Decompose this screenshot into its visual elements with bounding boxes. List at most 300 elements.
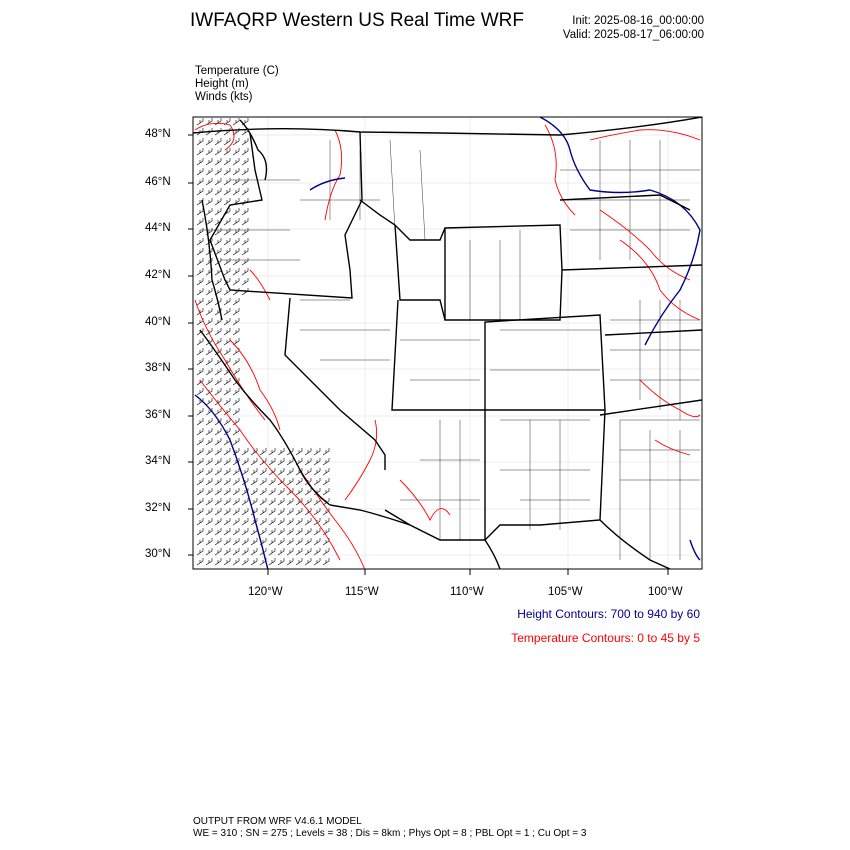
wind-barb xyxy=(296,518,302,525)
wind-barb xyxy=(242,148,248,155)
wind-barb xyxy=(224,518,230,525)
wind-barb xyxy=(197,458,203,465)
wind-barb xyxy=(251,528,257,535)
wind-barb xyxy=(296,538,302,545)
wind-barb xyxy=(242,168,248,175)
wind-barb xyxy=(242,548,248,555)
wind-barb xyxy=(206,498,212,505)
wind-barb xyxy=(224,268,230,275)
wind-barb xyxy=(206,398,212,405)
wind-barb xyxy=(215,338,221,345)
wind-barb xyxy=(305,538,311,545)
wind-barb xyxy=(215,238,221,245)
wind-barb xyxy=(305,548,311,555)
wind-barb xyxy=(233,488,239,495)
wind-barb xyxy=(233,358,239,365)
wind-barb xyxy=(224,418,230,425)
wind-barb xyxy=(242,248,248,255)
wind-barb xyxy=(197,498,203,505)
wind-barb xyxy=(224,188,230,195)
wind-barb xyxy=(233,328,239,335)
wind-barb xyxy=(260,498,266,505)
wind-barb xyxy=(305,498,311,505)
wind-barb xyxy=(233,158,239,165)
wind-barb xyxy=(206,448,212,455)
wind-barb xyxy=(224,388,230,395)
wind-barb xyxy=(215,328,221,335)
wind-barb xyxy=(224,318,230,325)
wind-barb xyxy=(215,558,221,565)
height-contours xyxy=(195,117,700,570)
wind-barbs xyxy=(197,118,329,565)
wind-barb xyxy=(206,428,212,435)
wind-barb xyxy=(224,138,230,145)
wind-barb xyxy=(215,398,221,405)
wind-barb xyxy=(224,348,230,355)
wind-barb xyxy=(314,448,320,455)
lat-label: 42°N xyxy=(145,269,171,281)
wind-barb xyxy=(296,478,302,485)
map-title: IWFAQRP Western US Real Time WRF xyxy=(190,10,524,31)
wind-barb xyxy=(269,458,275,465)
wind-barb xyxy=(278,528,284,535)
wind-barb xyxy=(296,488,302,495)
wind-barb xyxy=(215,208,221,215)
wind-barb xyxy=(260,528,266,535)
wind-barb xyxy=(224,448,230,455)
wind-barb xyxy=(242,278,248,285)
wind-barb xyxy=(242,218,248,225)
wind-barb xyxy=(242,528,248,535)
wind-barb xyxy=(287,478,293,485)
wind-barb xyxy=(305,488,311,495)
wind-barb xyxy=(197,538,203,545)
wind-barb xyxy=(215,448,221,455)
wind-barb xyxy=(224,538,230,545)
wind-barb xyxy=(206,188,212,195)
wind-barb xyxy=(197,378,203,385)
field-temperature: Temperature (C) xyxy=(195,65,279,77)
lat-label: 36°N xyxy=(145,409,171,421)
lat-label: 34°N xyxy=(145,455,171,467)
wind-barb xyxy=(287,518,293,525)
wind-barb xyxy=(233,478,239,485)
wind-barb xyxy=(260,448,266,455)
wind-barb xyxy=(215,538,221,545)
wind-barb xyxy=(224,398,230,405)
wind-barb xyxy=(197,208,203,215)
lat-label: 30°N xyxy=(145,548,171,560)
wind-barb xyxy=(269,538,275,545)
wind-barb xyxy=(305,528,311,535)
wind-barb xyxy=(215,408,221,415)
wind-barb xyxy=(197,158,203,165)
wind-barb xyxy=(233,288,239,295)
wind-barb xyxy=(224,308,230,315)
wind-barb xyxy=(206,528,212,535)
lat-label: 44°N xyxy=(145,222,171,234)
wind-barb xyxy=(206,378,212,385)
wind-barb xyxy=(233,428,239,435)
lat-label: 46°N xyxy=(145,176,171,188)
wind-barb xyxy=(224,528,230,535)
wind-barb xyxy=(296,558,302,565)
wind-barb xyxy=(314,528,320,535)
valid-time: Valid: 2025-08-17_06:00:00 xyxy=(562,29,704,41)
map-content xyxy=(193,117,702,570)
wind-barb xyxy=(323,488,329,495)
wind-barb xyxy=(197,418,203,425)
lon-label: 105°W xyxy=(548,586,583,598)
wind-barb xyxy=(224,328,230,335)
wind-barb xyxy=(197,218,203,225)
wind-barb xyxy=(224,488,230,495)
wind-barb xyxy=(233,248,239,255)
wind-barb xyxy=(323,468,329,475)
wind-barb xyxy=(215,428,221,435)
wind-barb xyxy=(314,458,320,465)
wind-barb xyxy=(305,448,311,455)
wind-barb xyxy=(215,378,221,385)
wind-barb xyxy=(197,388,203,395)
wind-barb xyxy=(233,438,239,445)
model-info-line2: WE = 310 ; SN = 275 ; Levels = 38 ; Dis = 8km ; Phys Opt = 8 ; PBL Opt = 1 ; Cu Opt = 3 xyxy=(193,828,587,839)
wind-barb xyxy=(314,478,320,485)
wind-barb xyxy=(251,488,257,495)
wind-barb xyxy=(206,278,212,285)
wind-barb xyxy=(233,208,239,215)
wind-barb xyxy=(197,488,203,495)
wind-barb xyxy=(269,448,275,455)
lat-label: 48°N xyxy=(145,128,171,140)
wind-barb xyxy=(206,468,212,475)
wind-barb xyxy=(215,468,221,475)
wind-barb xyxy=(215,518,221,525)
wind-barb xyxy=(269,518,275,525)
wind-barb xyxy=(260,488,266,495)
wind-barb xyxy=(233,178,239,185)
wind-barb xyxy=(197,138,203,145)
wind-barb xyxy=(215,488,221,495)
wind-barb xyxy=(206,478,212,485)
wind-barb xyxy=(224,298,230,305)
lat-label: 32°N xyxy=(145,502,171,514)
wind-barb xyxy=(251,458,257,465)
wind-barb xyxy=(242,498,248,505)
wind-barb xyxy=(323,458,329,465)
wind-barb xyxy=(323,448,329,455)
wind-barb xyxy=(314,558,320,565)
wind-barb xyxy=(224,168,230,175)
wind-barb xyxy=(215,188,221,195)
wind-barb xyxy=(296,448,302,455)
wind-barb xyxy=(215,528,221,535)
wind-barb xyxy=(224,238,230,245)
graticule xyxy=(193,117,702,569)
wind-barb xyxy=(287,458,293,465)
wind-barb xyxy=(242,258,248,265)
wind-barb xyxy=(197,428,203,435)
wind-barb xyxy=(206,348,212,355)
wind-barb xyxy=(233,468,239,475)
wind-barb xyxy=(224,498,230,505)
wind-barb xyxy=(215,458,221,465)
wind-barb xyxy=(224,218,230,225)
wind-barb xyxy=(206,538,212,545)
map-frame xyxy=(193,117,702,569)
temperature-contours xyxy=(195,123,700,570)
wind-barb xyxy=(224,178,230,185)
wind-barb xyxy=(260,518,266,525)
wind-barb xyxy=(242,208,248,215)
wind-barb xyxy=(215,148,221,155)
wind-barb xyxy=(314,538,320,545)
wind-barb xyxy=(233,148,239,155)
wind-barb xyxy=(215,168,221,175)
wind-barb xyxy=(233,558,239,565)
wind-barb xyxy=(287,528,293,535)
wind-barb xyxy=(224,478,230,485)
wind-barb xyxy=(197,468,203,475)
wind-barb xyxy=(206,548,212,555)
wind-barb xyxy=(314,468,320,475)
wind-barb xyxy=(224,128,230,135)
wind-barb xyxy=(215,198,221,205)
lon-label: 115°W xyxy=(345,586,379,598)
wind-barb xyxy=(224,558,230,565)
wind-barb xyxy=(215,478,221,485)
wind-barb xyxy=(233,118,239,125)
wind-barb xyxy=(224,158,230,165)
wind-barb xyxy=(242,268,248,275)
wind-barb xyxy=(224,468,230,475)
wind-barb xyxy=(233,258,239,265)
wind-barb xyxy=(215,118,221,125)
wind-barb xyxy=(305,558,311,565)
wind-barb xyxy=(242,558,248,565)
wind-barb xyxy=(197,548,203,555)
wind-barb xyxy=(197,448,203,455)
wind-barb xyxy=(278,558,284,565)
field-winds: Winds (kts) xyxy=(195,91,253,103)
wind-barb xyxy=(197,408,203,415)
wind-barb xyxy=(206,438,212,445)
wind-barb xyxy=(197,558,203,565)
wind-barb xyxy=(233,388,239,395)
wind-barb xyxy=(197,148,203,155)
wind-barb xyxy=(269,478,275,485)
wind-barb xyxy=(197,248,203,255)
wind-barb xyxy=(296,528,302,535)
wind-barb xyxy=(215,438,221,445)
lon-label: 110°W xyxy=(450,586,484,598)
wind-barb xyxy=(287,468,293,475)
wind-barb xyxy=(215,548,221,555)
wind-barb xyxy=(224,548,230,555)
wind-barb xyxy=(206,168,212,175)
wind-barb xyxy=(278,518,284,525)
wind-barb xyxy=(242,448,248,455)
wind-barb xyxy=(215,178,221,185)
wind-barb xyxy=(215,498,221,505)
wind-barb xyxy=(278,468,284,475)
wind-barb xyxy=(215,388,221,395)
wind-barb xyxy=(233,518,239,525)
wind-barb xyxy=(305,518,311,525)
wind-barb xyxy=(197,188,203,195)
wind-barb xyxy=(206,288,212,295)
wind-barb xyxy=(224,198,230,205)
wind-barb xyxy=(287,558,293,565)
wind-barb xyxy=(233,218,239,225)
model-info-line1: OUTPUT FROM WRF V4.6.1 MODEL xyxy=(193,816,362,827)
height-contour-legend: Height Contours: 700 to 940 by 60 xyxy=(517,607,700,621)
wind-barb xyxy=(278,448,284,455)
wind-barb xyxy=(197,278,203,285)
wind-barb xyxy=(206,158,212,165)
wind-barb xyxy=(224,378,230,385)
wind-barb xyxy=(233,398,239,405)
wind-barb xyxy=(197,128,203,135)
wind-barb xyxy=(296,548,302,555)
wind-barb xyxy=(305,468,311,475)
wind-barb xyxy=(233,188,239,195)
wind-barb xyxy=(233,548,239,555)
wind-barb xyxy=(206,358,212,365)
wind-barb xyxy=(224,458,230,465)
wind-barb xyxy=(233,528,239,535)
wind-barb xyxy=(305,458,311,465)
wind-barb xyxy=(206,558,212,565)
wind-barb xyxy=(206,298,212,305)
wind-barb xyxy=(251,468,257,475)
wind-barb xyxy=(251,498,257,505)
wind-barb xyxy=(242,518,248,525)
wind-barb xyxy=(233,498,239,505)
wind-barb xyxy=(197,238,203,245)
wind-barb xyxy=(197,478,203,485)
wind-barb xyxy=(251,548,257,555)
wind-barb xyxy=(206,418,212,425)
wind-barb xyxy=(233,318,239,325)
wind-barb xyxy=(233,298,239,305)
wind-barb xyxy=(233,418,239,425)
wind-barb xyxy=(215,138,221,145)
wind-barb xyxy=(314,548,320,555)
wind-barb xyxy=(233,308,239,315)
wind-barb xyxy=(206,458,212,465)
wind-barb xyxy=(215,278,221,285)
wind-barb xyxy=(323,478,329,485)
wind-barb xyxy=(206,148,212,155)
wind-barb xyxy=(197,268,203,275)
wind-barb xyxy=(197,288,203,295)
wind-barb xyxy=(233,268,239,275)
wind-barb xyxy=(197,258,203,265)
wind-barb xyxy=(242,188,248,195)
wind-barb xyxy=(269,528,275,535)
wind-barb xyxy=(197,358,203,365)
wind-barb xyxy=(197,118,203,125)
wind-barb xyxy=(242,178,248,185)
wind-barb xyxy=(206,518,212,525)
wind-barb xyxy=(215,318,221,325)
wind-barb xyxy=(242,468,248,475)
wind-barb xyxy=(206,208,212,215)
wind-barb xyxy=(260,478,266,485)
wind-barb xyxy=(242,138,248,145)
wind-barb xyxy=(197,348,203,355)
wind-barb xyxy=(287,538,293,545)
wind-barb xyxy=(260,458,266,465)
wind-barb xyxy=(206,178,212,185)
wind-barb xyxy=(323,548,329,555)
wind-barb xyxy=(206,308,212,315)
wind-barb xyxy=(269,548,275,555)
wind-barb xyxy=(287,498,293,505)
wind-barb xyxy=(242,238,248,245)
wind-barb xyxy=(215,268,221,275)
wind-barb xyxy=(278,498,284,505)
init-time: Init: 2025-08-16_00:00:00 xyxy=(572,15,704,27)
wind-barb xyxy=(206,488,212,495)
wind-barb xyxy=(197,298,203,305)
wind-barb xyxy=(206,198,212,205)
wind-barb xyxy=(197,168,203,175)
county-boundaries xyxy=(200,140,700,560)
wind-barb xyxy=(206,138,212,145)
field-height: Height (m) xyxy=(195,78,249,90)
wind-barb xyxy=(197,178,203,185)
wind-barb xyxy=(197,438,203,445)
wind-barb xyxy=(314,498,320,505)
wind-barb xyxy=(224,258,230,265)
temperature-contour-legend: Temperature Contours: 0 to 45 by 5 xyxy=(511,631,700,645)
wind-barb xyxy=(260,468,266,475)
lon-label: 100°W xyxy=(648,586,683,598)
wind-barb xyxy=(269,488,275,495)
wind-barb xyxy=(233,168,239,175)
wind-barb xyxy=(197,528,203,535)
wind-barb xyxy=(251,538,257,545)
state-boundaries xyxy=(193,117,702,569)
wind-barb xyxy=(287,548,293,555)
wind-barb xyxy=(233,238,239,245)
wind-barb xyxy=(215,158,221,165)
wind-barb xyxy=(242,158,248,165)
wind-barb xyxy=(242,198,248,205)
wind-barb xyxy=(251,478,257,485)
wind-barb xyxy=(197,338,203,345)
wind-barb xyxy=(224,338,230,345)
wind-barb xyxy=(269,558,275,565)
wind-barb xyxy=(224,248,230,255)
wind-barb xyxy=(233,538,239,545)
wind-barb xyxy=(242,538,248,545)
wind-barb xyxy=(197,518,203,525)
wind-barb xyxy=(278,488,284,495)
lon-label: 120°W xyxy=(248,586,283,598)
wind-barb xyxy=(269,498,275,505)
wind-barb xyxy=(206,318,212,325)
wind-barb xyxy=(278,538,284,545)
wind-barb xyxy=(278,458,284,465)
wind-barb xyxy=(278,548,284,555)
wind-barb xyxy=(242,458,248,465)
wind-barb xyxy=(323,558,329,565)
wind-barb xyxy=(251,558,257,565)
wind-barb xyxy=(233,408,239,415)
